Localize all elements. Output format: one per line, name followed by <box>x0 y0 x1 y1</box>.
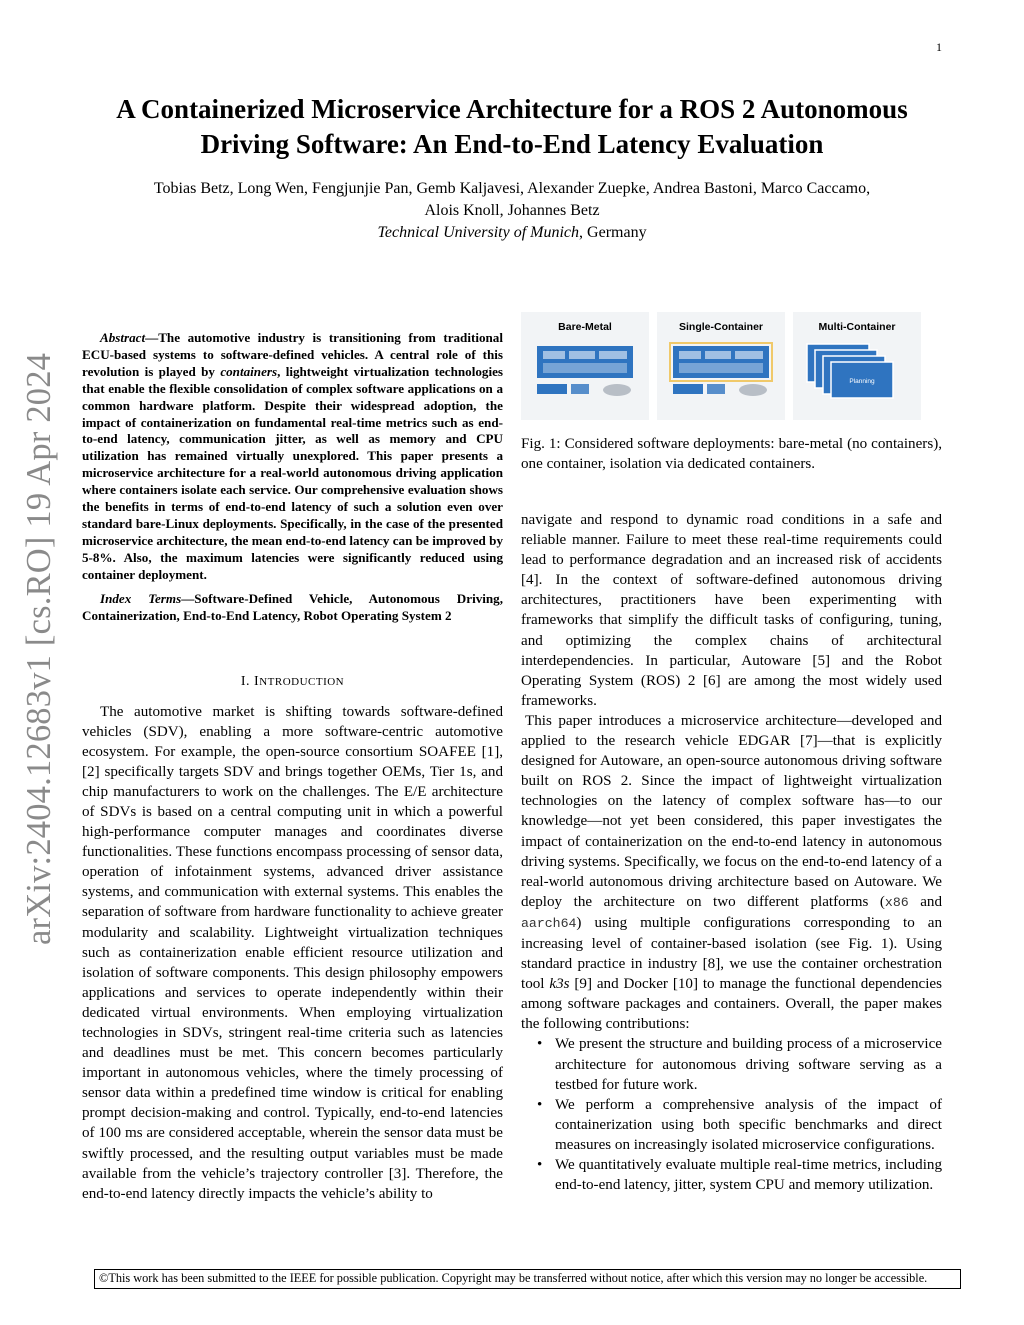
abstract-text-1: —The automotive industry is transitioning from traditional ECU-based systems to software-defined vehicles. A central role of this revolution is played by <box>82 330 503 379</box>
index-terms <box>82 591 503 625</box>
author-list <box>60 178 964 222</box>
panel-bare-metal <box>521 312 649 420</box>
abstract-text-2: , lightweight virtualization technologies that enable the flexible consolidation of complex software applications on a common hardware platform. Despite their widespread adoption, the impact of containerization on fundamental real-time metrics such as end-to-end latency, communication jitter, as well as memory and CPU utilization has remained virtually unexplored. This paper presents a microservice architecture for a real-world autonomous driving application where containers isolate each service. Our comprehensive evaluation shows the benefits in terms of end-to-end latency of such a solution even over standard bare-Linux deployments. Specifically, in the case of the presented microservice architecture, the mean end-to-end latency can be improved by 5-8%. Also, the maximum latencies were significantly reduced using container deployment. <box>82 363 503 582</box>
bullet-icon: • <box>537 1096 543 1113</box>
section-first-letter: I <box>254 674 260 690</box>
multi-container-diagram <box>805 342 909 400</box>
code-x86: x86 <box>884 894 909 910</box>
section-numeral: I. <box>240 674 255 690</box>
panel-multi-container <box>793 312 921 420</box>
abstract-label: Abstract <box>100 330 146 345</box>
panel-title-bare-metal: Bare-Metal <box>558 321 612 333</box>
index-terms-label: Index Terms <box>100 590 182 606</box>
index-terms-text: —Software-Defined Vehicle, Autonomous Driving, Containerization, End-to-End Latency, Robot Operating System 2 <box>82 590 503 623</box>
intro-paragraph-continued: navigate and respond to dynamic road conditions in a safe and reliable manner. Failure to meet these real-time requirements could lead to performance degradation and an increased risk of accidents [4]. In the context of software-defined autonomous driving architectures, practitioners have been experimenting with frameworks that simplify the difficult tasks of configuring, tuning, and optimizing the complex chains of architectural interdependencies. In particular, Autoware [5] and the Robot Operating System (ROS) 2 [6] are among the most widely used frameworks. <box>521 512 942 709</box>
contribution-text: We present the structure and building process of a microservice architecture for autonomous driving software serving as a testbed for future work. <box>555 1036 942 1093</box>
bullet-icon: • <box>537 1157 543 1173</box>
contribution-item <box>537 1034 942 1094</box>
left-column <box>82 330 503 1204</box>
copyright-notice: ©This work has been submitted to the IEEE for possible publication. Copyright may be transferred without notice, after which this version may no longer be accessible. <box>94 1269 961 1289</box>
planning-label: Planning <box>849 378 875 385</box>
country-name: , Germany <box>579 224 647 241</box>
panel-single-container <box>657 312 785 420</box>
para2-text-d: [9] and Docker [10] to manage the functional dependencies among software packages and containers. Overall, the paper makes the following contributions: <box>521 976 942 1033</box>
intro-paragraph-1: The automotive market is shifting towards software-defined vehicles (SDV), enabling a more software-centric automotive ecosystem. For example, the open-source consortium SOAFEE [1], [2] specifically targets SDV and brings together OEMs, Tier 1s, and chip manufacturers to work on the challenges. The E/E architecture of SDVs is based on a central computing unit in which a powerful high-performance computer manages and coordinates diverse functionalities. These functions encompass processing of sensor data, operation of infotainment systems, advanced driver assistance systems, and communication with external systems. This enables the separation of software from hardware functionality to achieve greater modularity and scalability. Lightweight virtualization techniques such as containerization enable efficient resource utilization and isolation of software components. This design philosophy empowers applications and services to operate independently within their dedicated virtual environments. When employing virtualization technologies in SDVs, stringent real-time criteria such as latencies and deadlines must be met. This concern becomes particularly important in autonomous vehicles, where the timely processing of sensor data within a predefined time window is critical for enabling prompt decision-making and control. Typically, end-to-end latencies of 100 ms are considered acceptable, wherein the sensor data must be swiftly processed, and the resulting output variables must be made available from the vehicle’s trajectory controller [3]. Therefore, the end-to-end latency directly impacts the vehicle’s ability to <box>82 703 503 1202</box>
right-column <box>521 510 942 1195</box>
single-container-diagram <box>669 342 773 400</box>
intro-paragraph-2 <box>521 711 942 1035</box>
contribution-item <box>537 1155 942 1195</box>
code-aarch64: aarch64 <box>521 915 577 931</box>
bare-metal-diagram <box>533 342 637 400</box>
figure-panels <box>521 312 942 420</box>
para2-text-b: and <box>908 893 943 910</box>
abstract <box>82 330 503 584</box>
para2-text-c: ) using multiple configurations corresponding to an increasing level of container-based isolation (see Fig. 1). Using standard practice in industry [8], we use the container orchestration tool <box>521 914 942 993</box>
figure-caption: Fig. 1: Considered software deployments: bare-metal (no containers), one container, isolation via dedicated containers. <box>521 436 942 473</box>
para2-text-a: This paper introduces a microservice architecture—developed and applied to the research vehicle EDGAR [7]—that is explicitly designed for Autoware, an open-source autonomous driving software built on ROS 2. Since the impact of lightweight virtualization technologies on the latency of complex software has—to our knowledge—not yet been considered, this paper investigates the impact of containerization on the end-to-end latency in autonomous driving systems. Specifically, we focus on the end-to-end latency of a real-world autonomous driving architecture based on Autoware. We deploy the architecture on two different platforms ( <box>521 712 942 910</box>
bullet-icon: • <box>537 1036 543 1053</box>
arxiv-stamp: arXiv:2404.12683v1 [cs.RO] 19 Apr 2024 <box>20 352 58 945</box>
contribution-text: We perform a comprehensive analysis of the impact of containerization using both specific benchmarks and direct measures on increasingly isolated microservice configurations. <box>555 1096 942 1153</box>
university-name: Technical University of Munich <box>377 224 580 241</box>
abstract-term: containers <box>220 363 278 379</box>
title-line-2: Driving Software: An End-to-End Latency Evaluation <box>200 129 824 159</box>
panel-title-multi-container: Multi-Container <box>818 321 896 333</box>
authors-line-1: Tobias Betz, Long Wen, Fengjunjie Pan, Gemb Kaljavesi, Alexander Zuepke, Andrea Bastoni, Marco Caccamo, <box>153 180 871 197</box>
title-line-1: A Containerized Microservice Architecture for a ROS 2 Autonomous <box>116 94 908 124</box>
section-heading-introduction <box>82 672 503 692</box>
k3s-term: k3s <box>549 976 570 993</box>
contribution-item <box>537 1095 942 1155</box>
contributions-list <box>521 1034 942 1195</box>
authors-line-2: Alois Knoll, Johannes Betz <box>424 202 600 219</box>
panel-title-single-container: Single-Container <box>678 321 763 333</box>
section-title-rest: NTRODUCTION <box>259 676 345 689</box>
affiliation <box>60 222 964 244</box>
page-number: 1 <box>936 40 942 54</box>
contribution-text: We quantitatively evaluate multiple real-time metrics, including end-to-end latency, jitter, system CPU and memory utilization. <box>555 1157 942 1194</box>
figure-1 <box>521 312 942 474</box>
paper-title <box>60 92 964 162</box>
